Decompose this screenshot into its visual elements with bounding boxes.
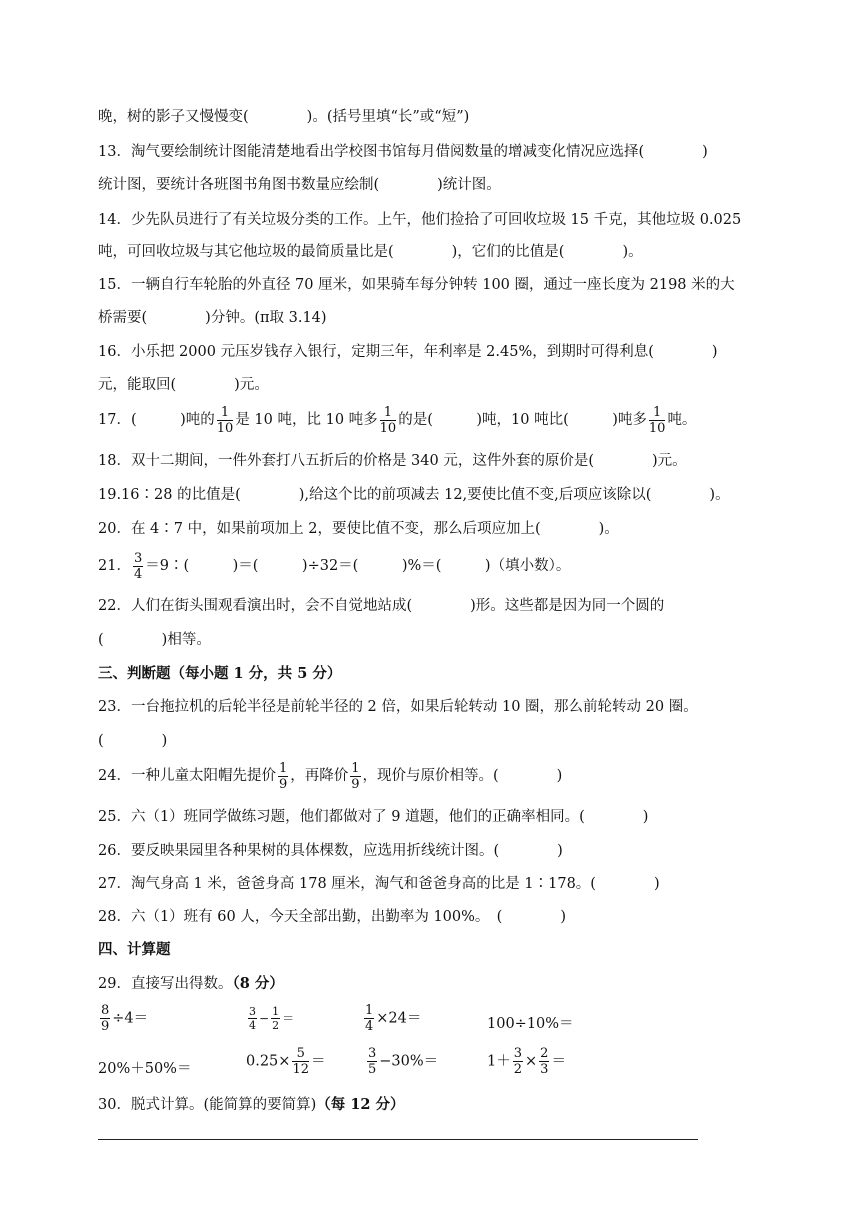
question-19: 19.16∶28 的比值是( ),给这个比的前项减去 12,要使比值不变,后项应该除以( )。 <box>98 487 730 503</box>
question-21-text-1: 21． <box>98 558 131 574</box>
question-15-line-1: 15．一辆自行车轮胎的外直径 70 厘米，如果骑车每分钟转 100 圈，通过一座长度为 2198 米的大 <box>98 277 735 293</box>
question-17-text-4: 吨。 <box>667 412 697 428</box>
question-14-line-2: 吨，可回收垃圾与其它他垃圾的最简质量比是( )，它们的比值是( )。 <box>98 244 643 260</box>
equals: ＝ <box>551 1053 566 1070</box>
calc-text: 0.25× <box>246 1053 291 1070</box>
denominator: 5 <box>368 1062 377 1077</box>
fraction <box>539 1047 549 1076</box>
numerator: 3 <box>249 1005 256 1018</box>
denominator: 4 <box>249 1019 256 1032</box>
question-21 <box>98 548 570 584</box>
question-30-points: （每 12 分） <box>316 1096 405 1113</box>
numerator: 2 <box>540 1046 549 1061</box>
question-14-line-1: 14．少先队员进行了有关垃圾分类的工作。上午，他们捡拾了可回收垃圾 15 千克，其他垃圾 0.025 <box>98 212 742 228</box>
question-29-heading <box>98 974 284 994</box>
operator: − <box>259 1011 270 1026</box>
question-23-line-1: 23．一台拖拉机的后轮半径是前轮半径的 2 倍，如果后轮转动 10 圈，那么前轮转动 20 圈。 <box>98 699 698 715</box>
question-29-text: 29．直接写出得数。 <box>98 976 233 992</box>
denominator: 10 <box>648 420 666 436</box>
fraction <box>367 1047 377 1076</box>
calc-item-2 <box>246 1006 294 1031</box>
footer-divider <box>98 1139 698 1140</box>
calc-text: −30%＝ <box>379 1053 439 1070</box>
fraction <box>100 1004 110 1033</box>
fraction <box>133 552 143 581</box>
question-30-text: 30．脱式计算。(能简算的要简算) <box>98 1097 317 1113</box>
section-3-heading: 三、判断题（每小题 1 分，共 5 分） <box>98 665 342 682</box>
question-26: 26．要反映果园里各种果树的具体棵数，应选用折线统计图。( ) <box>98 843 563 859</box>
question-22-line-1: 22．人们在街头围观看演出时，会不自觉地站成( )形。这些都是因为同一个圆的 <box>98 598 665 614</box>
question-17-text-2: 是 10 吨，比 10 吨多 <box>235 412 378 428</box>
question-28: 28．六（1）班有 60 人，今天全部出勤，出勤率为 100%。 ( ) <box>98 909 566 925</box>
fraction <box>292 1047 309 1076</box>
numerator: 3 <box>368 1046 377 1061</box>
numerator: 1 <box>217 406 234 421</box>
numerator: 1 <box>649 406 666 421</box>
question-18: 18．双十二期间，一件外套打八五折后的价格是 340 元，这件外套的原价是( )元。 <box>98 453 687 469</box>
fraction <box>271 1006 280 1031</box>
fraction <box>350 762 360 791</box>
denominator: 9 <box>101 1019 110 1034</box>
numerator: 3 <box>513 1046 523 1061</box>
question-13-line-2: 统计图，要统计各班图书角图书数量应绘制( )统计图。 <box>98 177 501 193</box>
calc-item-4: 100÷10%＝ <box>487 1016 574 1032</box>
question-30-heading <box>98 1095 405 1115</box>
denominator: 2 <box>513 1062 523 1077</box>
question-29-points: （8 分） <box>232 975 284 992</box>
question-27: 27．淘气身高 1 米，爸爸身高 178 厘米，淘气和爸爸身高的比是 1∶178。( ) <box>98 876 660 892</box>
question-22-line-2: ( )相等。 <box>98 632 211 648</box>
numerator: 3 <box>133 550 143 566</box>
fraction <box>248 1006 257 1031</box>
fraction <box>217 406 234 435</box>
denominator: 4 <box>133 566 143 582</box>
denominator: 3 <box>540 1062 549 1077</box>
calc-text: ÷4＝ <box>112 1010 149 1027</box>
numerator: 1 <box>351 760 360 776</box>
numerator: 1 <box>278 760 288 776</box>
fraction <box>364 1004 374 1033</box>
denominator: 9 <box>351 776 360 792</box>
question-20: 20．在 4∶7 中，如果前项加上 2，要使比值不变，那么后项应加上( )。 <box>98 521 619 537</box>
equals: ＝ <box>310 1053 326 1070</box>
numerator: 1 <box>380 406 397 421</box>
calc-item-5: 20%＋50%＝ <box>98 1061 192 1077</box>
denominator: 12 <box>292 1062 309 1077</box>
equals: ＝ <box>282 1011 295 1026</box>
question-16-line-1: 16．小乐把 2000 元压岁钱存入银行，定期三年，年利率是 2.45%，到期时可得利息( ) <box>98 344 718 360</box>
calc-item-8 <box>487 1047 566 1076</box>
denominator: 10 <box>216 420 234 436</box>
calc-item-3 <box>362 1004 421 1033</box>
fraction <box>513 1047 523 1076</box>
calc-item-7 <box>365 1047 438 1076</box>
denominator: 4 <box>365 1019 374 1034</box>
question-21-text-2: ＝9∶( )＝( )÷32＝( )%＝( )（填小数）。 <box>145 558 571 574</box>
question-24-text-2: ，再降价 <box>290 768 349 784</box>
denominator: 9 <box>278 776 288 792</box>
question-24-text-3: ，现价与原价相等。( ) <box>362 768 563 784</box>
question-24-text-1: 24．一种儿童太阳帽先提价 <box>98 768 276 784</box>
question-24 <box>98 758 562 794</box>
numerator: 8 <box>101 1003 110 1018</box>
fraction <box>278 762 288 791</box>
section-4-heading: 四、计算题 <box>98 941 171 958</box>
question-25: 25．六（1）班同学做练习题，他们都做对了 9 道题，他们的正确率相同。( ) <box>98 809 649 825</box>
calc-text: ×24＝ <box>376 1010 422 1027</box>
numerator: 5 <box>292 1047 309 1062</box>
numerator: 1 <box>365 1003 374 1018</box>
calc-item-6 <box>246 1047 325 1076</box>
question-17-text-3: 的是( )吨，10 吨比( )吨多 <box>398 412 647 428</box>
question-23-answer: ( ) <box>98 733 168 749</box>
numerator: 1 <box>272 1005 280 1018</box>
fraction <box>649 406 666 435</box>
calc-item-1 <box>98 1004 148 1033</box>
question-16-line-2: 元，能取回( )元。 <box>98 377 269 393</box>
fraction <box>380 406 397 435</box>
operator: × <box>525 1053 538 1070</box>
calc-text: 1＋ <box>487 1053 511 1070</box>
question-13-line-1: 13．淘气要绘制统计图能清楚地看出学校图书馆每月借阅数量的增减变化情况应选择( ) <box>98 144 708 160</box>
question-17-text-1: 17．( )吨的 <box>98 412 215 428</box>
question-17 <box>98 402 696 438</box>
text-line-continuation: 晚，树的影子又慢慢变( )。(括号里填“长”或“短”) <box>98 109 470 125</box>
denominator: 2 <box>272 1019 280 1032</box>
question-15-line-2: 桥需要( )分钟。(π取 3.14) <box>98 310 327 326</box>
denominator: 10 <box>379 420 397 436</box>
